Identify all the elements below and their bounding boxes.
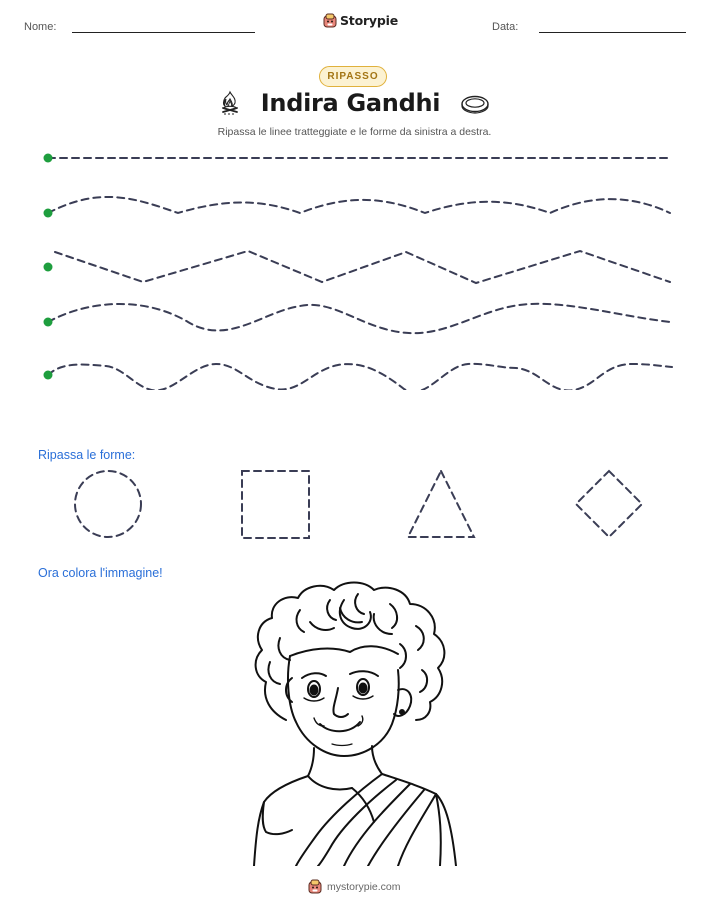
ring-icon — [460, 92, 490, 114]
review-badge: RIPASSO — [319, 66, 387, 87]
page-title: Indira Gandhi — [260, 89, 441, 117]
brand-name: Storypie — [340, 13, 398, 28]
shape-circle[interactable] — [75, 471, 141, 537]
start-dot — [44, 154, 53, 163]
storypie-logo-icon — [308, 879, 322, 894]
name-label: Nome: — [24, 21, 57, 33]
storypie-logo-icon — [323, 13, 337, 28]
instructions: Ripassa le linee tratteggiate e le forme da sinistra a destra. — [217, 126, 492, 138]
start-dot — [44, 318, 53, 327]
shape-diamond[interactable] — [576, 471, 642, 537]
indira-gandhi-illustration[interactable] — [240, 578, 465, 866]
brand — [323, 13, 398, 28]
start-dot — [44, 371, 53, 380]
tracing-zigzag-line[interactable] — [55, 251, 670, 283]
fire-icon — [219, 89, 241, 117]
title-row — [0, 89, 709, 117]
shape-triangle[interactable] — [408, 471, 474, 537]
tracing-lines — [0, 140, 709, 390]
coloring-label: Ora colora l'immagine! — [38, 566, 163, 580]
tracing-shapes — [0, 460, 709, 550]
start-dot — [44, 209, 53, 218]
tracing-wave-line[interactable] — [48, 197, 670, 213]
name-field[interactable] — [72, 32, 255, 33]
footer-link[interactable]: mystorypie.com — [327, 880, 401, 893]
shape-square[interactable] — [242, 471, 309, 538]
tracing-rounded-wave-line[interactable] — [48, 364, 672, 390]
footer — [308, 879, 401, 894]
start-dot — [44, 263, 53, 272]
date-field[interactable] — [539, 32, 686, 33]
date-label: Data: — [492, 21, 519, 33]
shapes-label: Ripassa le forme: — [38, 448, 136, 462]
tracing-smooth-wave-line[interactable] — [48, 304, 670, 333]
